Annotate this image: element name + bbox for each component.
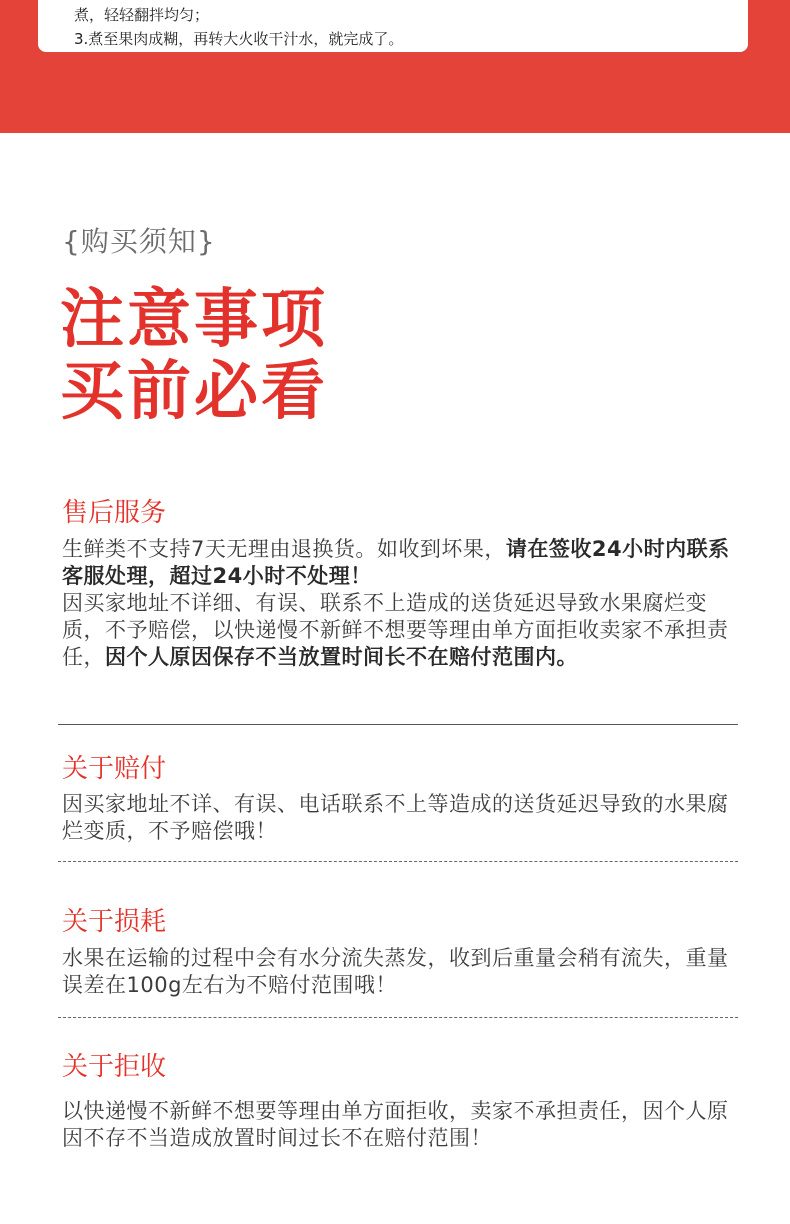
after-sales-p2-bold: 因个人原因保存不当放置时间长不在赔付范围内。 — [105, 645, 578, 669]
compensation-title: 关于赔付 — [62, 754, 167, 784]
after-sales-text — [62, 536, 742, 671]
headline-line-2: 买前必看 — [60, 355, 328, 429]
loss-text: 水果在运输的过程中会有水分流失蒸发，收到后重量会稍有流失，重量误差在100g左右为不赔付范围哦！ — [62, 946, 729, 997]
purchase-notice-kicker: {购买须知} — [62, 225, 216, 258]
after-sales-p2: 因买家地址不详细、有误、联系不上造成的送货延迟导致水果腐烂变质，不予赔偿，以快递慢不新鲜不想要等理由单方面拒收卖家不承担责任， — [62, 591, 729, 669]
rejection-text: 以快递慢不新鲜不想要等理由单方面拒收，卖家不承担责任，因个人原因不存不当造成放置时间过长不在赔付范围！ — [62, 1099, 729, 1150]
section-divider-dashed-2 — [58, 1017, 738, 1018]
section-divider-solid — [58, 724, 738, 725]
headline-line-1: 注意事项 — [60, 283, 328, 357]
after-sales-p1: 生鲜类不支持7天无理由退换货。如收到坏果， — [62, 537, 506, 561]
loss-title: 关于损耗 — [62, 907, 167, 937]
compensation-text: 因买家地址不详、有误、电话联系不上等造成的送货延迟导致的水果腐烂变质，不予赔偿哦！ — [62, 792, 729, 843]
after-sales-title: 售后服务 — [62, 498, 167, 528]
rejection-title: 关于拒收 — [62, 1052, 167, 1082]
recipe-step-3: 3.煮至果肉成糊，再转大火收干汁水，就完成了。 — [74, 30, 404, 48]
recipe-step-2-tail: 煮，轻轻翻拌均匀； — [74, 6, 210, 24]
section-divider-dashed-1 — [58, 861, 738, 862]
after-sales-p1-bold: 请在签收24小时内联系客服处理，超过24小时不处理！ — [62, 537, 730, 588]
